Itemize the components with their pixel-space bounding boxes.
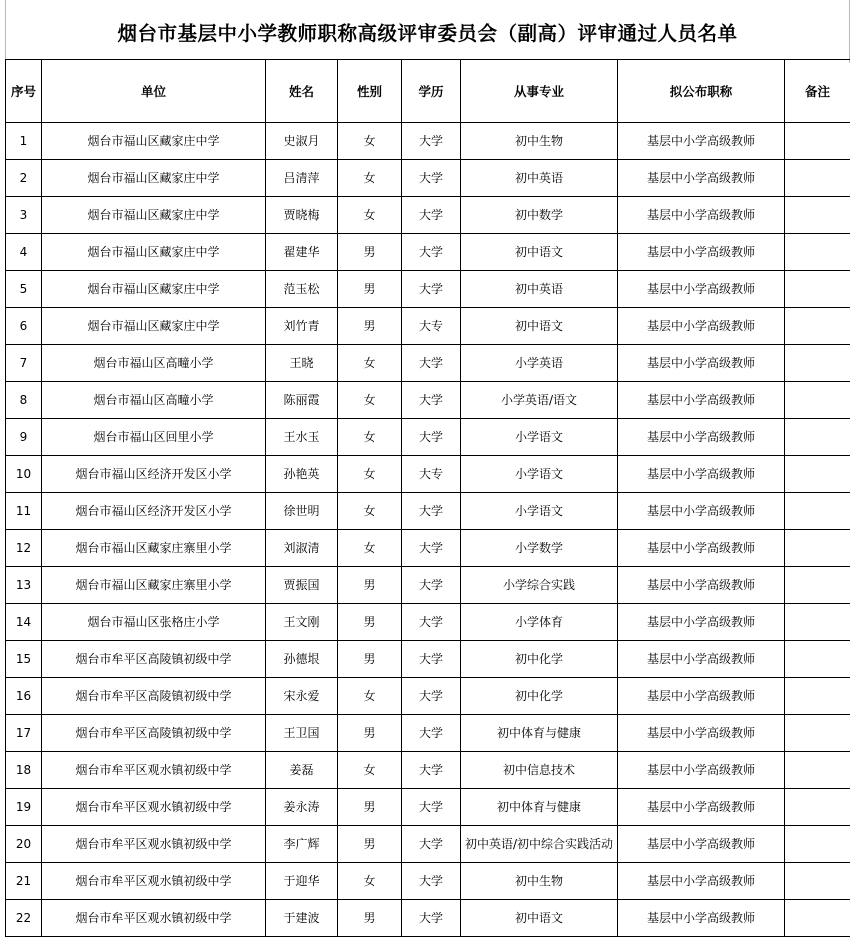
cell-no: 1 <box>6 123 42 160</box>
cell-unit: 烟台市福山区藏家庄寨里小学 <box>42 530 266 567</box>
table-row <box>6 678 850 715</box>
cell-remark <box>785 123 850 160</box>
cell-gender: 女 <box>338 160 402 197</box>
cell-title: 基层中小学高级教师 <box>618 530 785 567</box>
cell-education: 大学 <box>402 789 461 826</box>
cell-gender: 女 <box>338 678 402 715</box>
cell-gender: 男 <box>338 900 402 937</box>
header-row <box>6 60 850 123</box>
cell-no: 8 <box>6 382 42 419</box>
cell-remark <box>785 197 850 234</box>
cell-gender: 女 <box>338 345 402 382</box>
cell-education: 大学 <box>402 678 461 715</box>
cell-remark <box>785 308 850 345</box>
cell-title: 基层中小学高级教师 <box>618 715 785 752</box>
cell-education: 大学 <box>402 271 461 308</box>
header-unit: 单位 <box>42 60 266 123</box>
cell-education: 大学 <box>402 345 461 382</box>
cell-major: 初中语文 <box>461 900 618 937</box>
cell-unit: 烟台市福山区藏家庄中学 <box>42 271 266 308</box>
cell-remark <box>785 345 850 382</box>
table-row <box>6 715 850 752</box>
cell-remark <box>785 863 850 900</box>
cell-education: 大专 <box>402 308 461 345</box>
cell-no: 2 <box>6 160 42 197</box>
cell-unit: 烟台市牟平区观水镇初级中学 <box>42 789 266 826</box>
cell-major: 初中语文 <box>461 308 618 345</box>
cell-unit: 烟台市牟平区观水镇初级中学 <box>42 863 266 900</box>
cell-gender: 男 <box>338 789 402 826</box>
cell-education: 大专 <box>402 456 461 493</box>
cell-remark <box>785 456 850 493</box>
cell-remark <box>785 826 850 863</box>
cell-education: 大学 <box>402 160 461 197</box>
cell-title: 基层中小学高级教师 <box>618 789 785 826</box>
cell-major: 初中体育与健康 <box>461 715 618 752</box>
cell-major: 初中英语 <box>461 271 618 308</box>
cell-major: 小学数学 <box>461 530 618 567</box>
table-row <box>6 493 850 530</box>
cell-title: 基层中小学高级教师 <box>618 197 785 234</box>
cell-no: 7 <box>6 345 42 382</box>
table-row <box>6 123 850 160</box>
cell-no: 4 <box>6 234 42 271</box>
cell-gender: 男 <box>338 567 402 604</box>
cell-title: 基层中小学高级教师 <box>618 271 785 308</box>
table-row <box>6 160 850 197</box>
cell-title: 基层中小学高级教师 <box>618 826 785 863</box>
cell-unit: 烟台市福山区经济开发区小学 <box>42 456 266 493</box>
cell-unit: 烟台市牟平区观水镇初级中学 <box>42 900 266 937</box>
cell-education: 大学 <box>402 493 461 530</box>
table-row <box>6 641 850 678</box>
cell-title: 基层中小学高级教师 <box>618 234 785 271</box>
table-row <box>6 271 850 308</box>
cell-title: 基层中小学高级教师 <box>618 345 785 382</box>
table-row <box>6 567 850 604</box>
cell-title: 基层中小学高级教师 <box>618 419 785 456</box>
cell-title: 基层中小学高级教师 <box>618 604 785 641</box>
cell-unit: 烟台市牟平区观水镇初级中学 <box>42 826 266 863</box>
cell-unit: 烟台市牟平区高陵镇初级中学 <box>42 641 266 678</box>
cell-education: 大学 <box>402 530 461 567</box>
cell-no: 20 <box>6 826 42 863</box>
cell-gender: 女 <box>338 752 402 789</box>
cell-unit: 烟台市牟平区高陵镇初级中学 <box>42 715 266 752</box>
cell-gender: 女 <box>338 419 402 456</box>
cell-remark <box>785 900 850 937</box>
cell-remark <box>785 271 850 308</box>
cell-title: 基层中小学高级教师 <box>618 752 785 789</box>
cell-gender: 男 <box>338 234 402 271</box>
cell-title: 基层中小学高级教师 <box>618 863 785 900</box>
cell-no: 15 <box>6 641 42 678</box>
cell-remark <box>785 530 850 567</box>
header-title: 拟公布职称 <box>618 60 785 123</box>
cell-major: 初中英语/初中综合实践活动 <box>461 826 618 863</box>
cell-name: 范玉松 <box>266 271 338 308</box>
header-gender: 性别 <box>338 60 402 123</box>
cell-no: 3 <box>6 197 42 234</box>
cell-major: 小学英语 <box>461 345 618 382</box>
cell-education: 大学 <box>402 604 461 641</box>
cell-unit: 烟台市福山区回里小学 <box>42 419 266 456</box>
cell-major: 初中语文 <box>461 234 618 271</box>
cell-major: 初中生物 <box>461 123 618 160</box>
cell-name: 贾晓梅 <box>266 197 338 234</box>
cell-unit: 烟台市福山区高疃小学 <box>42 345 266 382</box>
header-remark: 备注 <box>785 60 850 123</box>
cell-name: 王文刚 <box>266 604 338 641</box>
cell-gender: 男 <box>338 604 402 641</box>
cell-unit: 烟台市福山区藏家庄中学 <box>42 160 266 197</box>
cell-remark <box>785 160 850 197</box>
cell-no: 16 <box>6 678 42 715</box>
cell-name: 吕清萍 <box>266 160 338 197</box>
cell-unit: 烟台市福山区藏家庄中学 <box>42 308 266 345</box>
cell-education: 大学 <box>402 197 461 234</box>
table-row <box>6 752 850 789</box>
cell-no: 17 <box>6 715 42 752</box>
cell-remark <box>785 604 850 641</box>
cell-title: 基层中小学高级教师 <box>618 493 785 530</box>
cell-education: 大学 <box>402 567 461 604</box>
cell-education: 大学 <box>402 900 461 937</box>
cell-remark <box>785 715 850 752</box>
cell-no: 22 <box>6 900 42 937</box>
cell-major: 初中生物 <box>461 863 618 900</box>
cell-gender: 女 <box>338 123 402 160</box>
cell-gender: 男 <box>338 826 402 863</box>
cell-gender: 女 <box>338 456 402 493</box>
cell-unit: 烟台市牟平区高陵镇初级中学 <box>42 678 266 715</box>
cell-education: 大学 <box>402 123 461 160</box>
cell-name: 宋永爱 <box>266 678 338 715</box>
table-row <box>6 419 850 456</box>
cell-name: 孙艳英 <box>266 456 338 493</box>
cell-name: 王水玉 <box>266 419 338 456</box>
cell-title: 基层中小学高级教师 <box>618 382 785 419</box>
header-no: 序号 <box>6 60 42 123</box>
cell-remark <box>785 419 850 456</box>
cell-name: 翟建华 <box>266 234 338 271</box>
cell-gender: 女 <box>338 382 402 419</box>
cell-unit: 烟台市福山区张格庄小学 <box>42 604 266 641</box>
cell-title: 基层中小学高级教师 <box>618 900 785 937</box>
cell-remark <box>785 678 850 715</box>
cell-no: 12 <box>6 530 42 567</box>
cell-gender: 男 <box>338 271 402 308</box>
cell-name: 李广辉 <box>266 826 338 863</box>
cell-gender: 男 <box>338 308 402 345</box>
table-row <box>6 456 850 493</box>
table-row <box>6 604 850 641</box>
roster-body <box>6 123 850 937</box>
cell-name: 孙德垠 <box>266 641 338 678</box>
cell-remark <box>785 789 850 826</box>
cell-title: 基层中小学高级教师 <box>618 641 785 678</box>
cell-gender: 男 <box>338 715 402 752</box>
cell-education: 大学 <box>402 752 461 789</box>
table-row <box>6 234 850 271</box>
cell-gender: 女 <box>338 530 402 567</box>
cell-gender: 女 <box>338 863 402 900</box>
cell-education: 大学 <box>402 826 461 863</box>
cell-name: 姜永涛 <box>266 789 338 826</box>
cell-education: 大学 <box>402 382 461 419</box>
cell-remark <box>785 382 850 419</box>
cell-title: 基层中小学高级教师 <box>618 160 785 197</box>
header-major: 从事专业 <box>461 60 618 123</box>
cell-major: 初中英语 <box>461 160 618 197</box>
cell-education: 大学 <box>402 234 461 271</box>
cell-major: 初中化学 <box>461 678 618 715</box>
cell-name: 刘淑清 <box>266 530 338 567</box>
cell-name: 贾振国 <box>266 567 338 604</box>
cell-name: 于建波 <box>266 900 338 937</box>
cell-unit: 烟台市福山区经济开发区小学 <box>42 493 266 530</box>
cell-education: 大学 <box>402 715 461 752</box>
cell-no: 21 <box>6 863 42 900</box>
cell-name: 于迎华 <box>266 863 338 900</box>
cell-no: 9 <box>6 419 42 456</box>
cell-major: 小学体育 <box>461 604 618 641</box>
table-row <box>6 345 850 382</box>
cell-no: 14 <box>6 604 42 641</box>
cell-unit: 烟台市福山区藏家庄中学 <box>42 234 266 271</box>
cell-name: 徐世明 <box>266 493 338 530</box>
cell-name: 王晓 <box>266 345 338 382</box>
cell-unit: 烟台市福山区高疃小学 <box>42 382 266 419</box>
table-row <box>6 789 850 826</box>
cell-title: 基层中小学高级教师 <box>618 456 785 493</box>
cell-name: 王卫国 <box>266 715 338 752</box>
cell-unit: 烟台市福山区藏家庄中学 <box>42 197 266 234</box>
cell-name: 刘竹青 <box>266 308 338 345</box>
cell-name: 姜磊 <box>266 752 338 789</box>
cell-no: 6 <box>6 308 42 345</box>
table-row <box>6 530 850 567</box>
cell-no: 13 <box>6 567 42 604</box>
cell-unit: 烟台市牟平区观水镇初级中学 <box>42 752 266 789</box>
cell-no: 10 <box>6 456 42 493</box>
cell-remark <box>785 493 850 530</box>
table-row <box>6 863 850 900</box>
cell-major: 初中信息技术 <box>461 752 618 789</box>
cell-major: 小学语文 <box>461 419 618 456</box>
cell-major: 小学语文 <box>461 456 618 493</box>
document-title: 烟台市基层中小学教师职称高级评审委员会（副高）评审通过人员名单 <box>117 21 738 45</box>
header-education: 学历 <box>402 60 461 123</box>
cell-major: 小学综合实践 <box>461 567 618 604</box>
cell-no: 11 <box>6 493 42 530</box>
cell-education: 大学 <box>402 419 461 456</box>
table-row <box>6 900 850 937</box>
cell-name: 陈丽霞 <box>266 382 338 419</box>
cell-title: 基层中小学高级教师 <box>618 123 785 160</box>
cell-unit: 烟台市福山区藏家庄中学 <box>42 123 266 160</box>
cell-major: 初中化学 <box>461 641 618 678</box>
roster-table <box>5 59 850 937</box>
cell-education: 大学 <box>402 641 461 678</box>
cell-major: 初中体育与健康 <box>461 789 618 826</box>
cell-name: 史淑月 <box>266 123 338 160</box>
cell-education: 大学 <box>402 863 461 900</box>
table-row <box>6 308 850 345</box>
cell-major: 初中数学 <box>461 197 618 234</box>
cell-no: 18 <box>6 752 42 789</box>
cell-title: 基层中小学高级教师 <box>618 678 785 715</box>
cell-no: 19 <box>6 789 42 826</box>
cell-no: 5 <box>6 271 42 308</box>
cell-remark <box>785 752 850 789</box>
cell-major: 小学英语/语文 <box>461 382 618 419</box>
cell-gender: 女 <box>338 493 402 530</box>
cell-gender: 女 <box>338 197 402 234</box>
cell-gender: 男 <box>338 641 402 678</box>
table-row <box>6 197 850 234</box>
cell-remark <box>785 234 850 271</box>
table-row <box>6 382 850 419</box>
cell-title: 基层中小学高级教师 <box>618 567 785 604</box>
cell-remark <box>785 641 850 678</box>
table-row <box>6 826 850 863</box>
cell-major: 小学语文 <box>461 493 618 530</box>
cell-remark <box>785 567 850 604</box>
header-name: 姓名 <box>266 60 338 123</box>
title-row <box>5 0 850 63</box>
cell-unit: 烟台市福山区藏家庄寨里小学 <box>42 567 266 604</box>
cell-title: 基层中小学高级教师 <box>618 308 785 345</box>
